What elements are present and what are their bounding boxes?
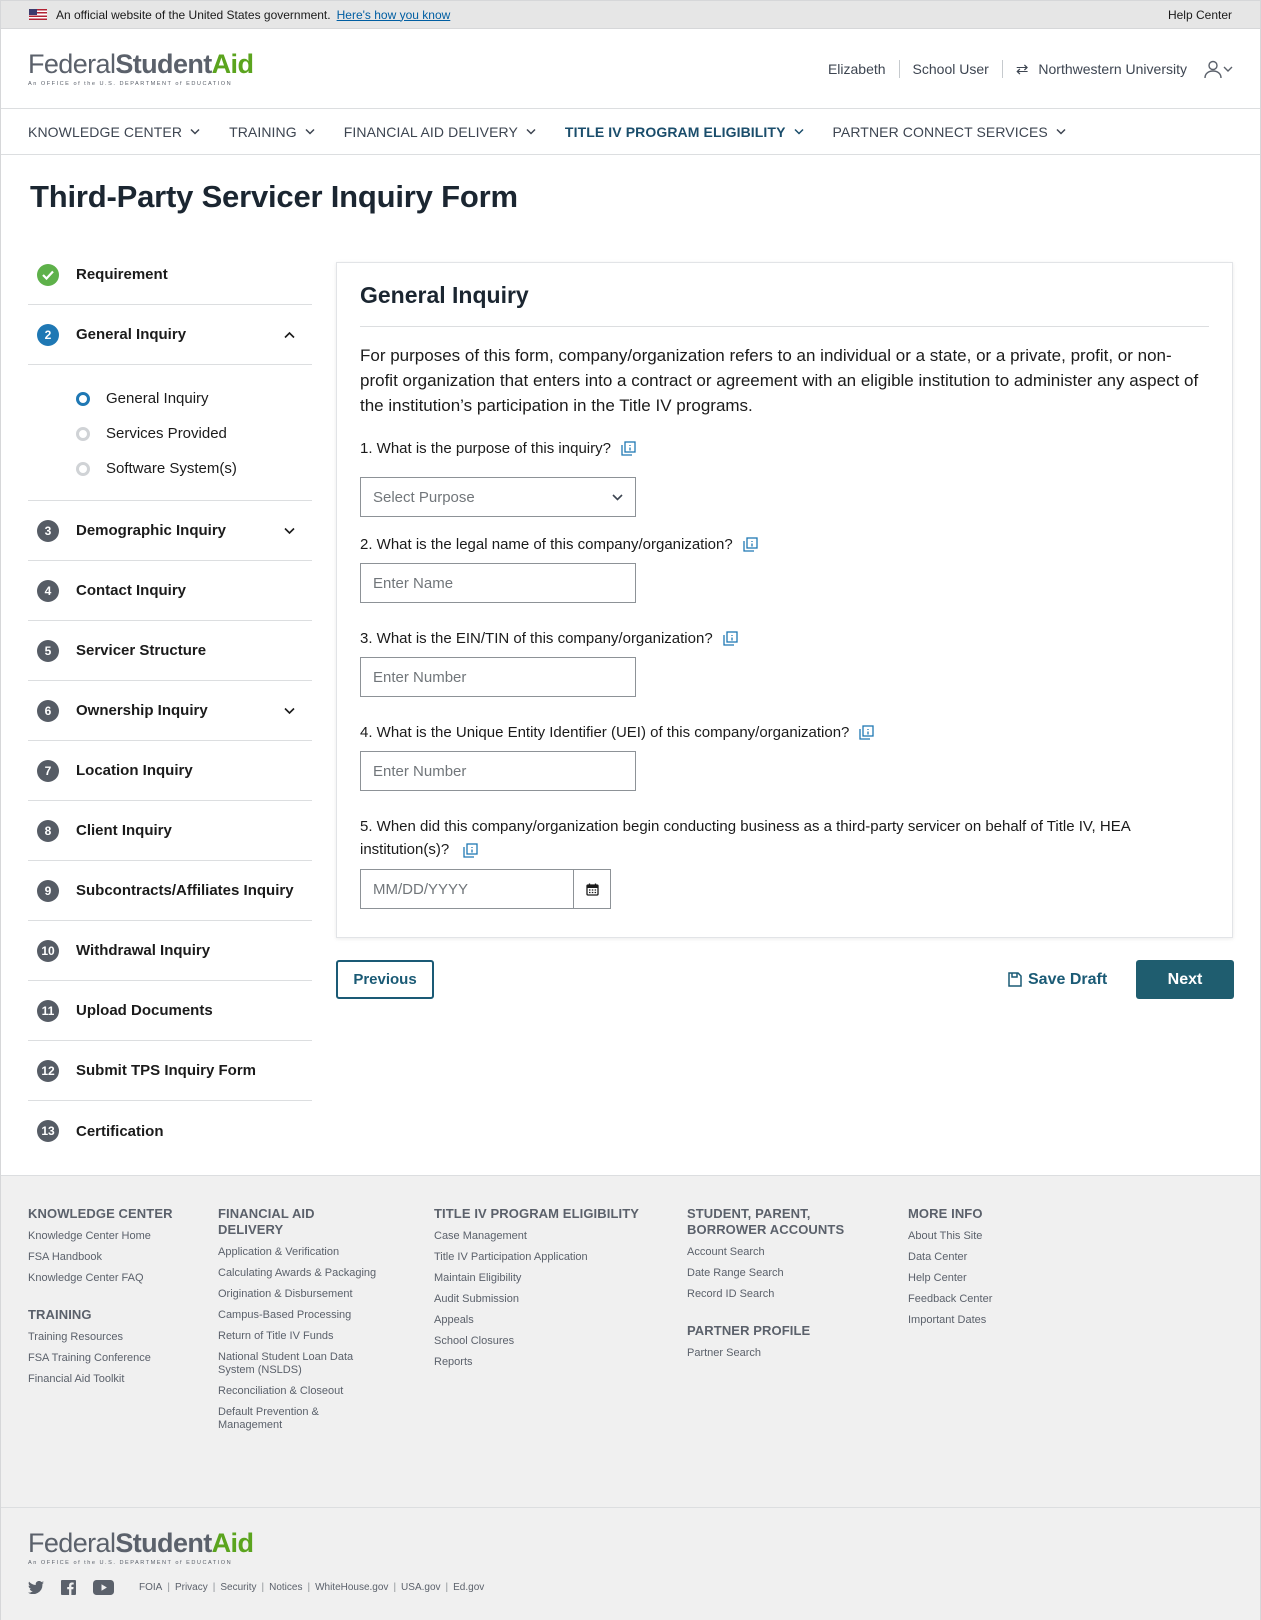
footer-heading: PARTNER PROFILE	[687, 1323, 811, 1338]
footer-bottom	[1, 1507, 1260, 1620]
general-inquiry-card	[336, 262, 1233, 938]
logo-tagline: An OFFICE of the U.S. DEPARTMENT of EDUCATION	[28, 80, 233, 87]
logo-federal: Federal	[28, 48, 116, 79]
step-navigation	[28, 245, 312, 1161]
question-4	[360, 721, 1209, 744]
step-submit-tps-inquiry-form[interactable]	[28, 1041, 312, 1101]
substep-label: General Inquiry	[106, 390, 209, 407]
footer-col-knowledge	[28, 1206, 173, 1394]
footer-link[interactable]: Title IV Participation Application	[434, 1251, 588, 1263]
question-text: 3. What is the EIN/TIN of this company/organization?	[360, 630, 713, 647]
gov-banner-text: An official website of the United States government.	[56, 7, 331, 22]
footer-link[interactable]: Account Search	[687, 1246, 765, 1258]
main-nav	[1, 109, 1260, 155]
social-links	[28, 1580, 484, 1595]
chevron-up-icon[interactable]	[284, 331, 295, 338]
chevron-down-icon	[190, 128, 200, 135]
question-5	[360, 815, 1180, 861]
nav-label: KNOWLEDGE CENTER	[28, 123, 183, 140]
footer-link[interactable]: Case Management	[434, 1230, 527, 1242]
twitter-icon[interactable]	[28, 1581, 44, 1594]
radio-current-icon	[76, 392, 90, 406]
save-draft-button[interactable]	[1008, 960, 1107, 999]
heres-how-you-know-link[interactable]: Here's how you know	[336, 7, 451, 22]
question-2	[360, 533, 1209, 556]
step-withdrawal-inquiry[interactable]	[28, 921, 312, 981]
radio-icon	[76, 427, 90, 441]
step-number: 4	[37, 580, 59, 602]
step-number: 7	[37, 760, 59, 782]
whitehouse-link[interactable]: WhiteHouse.gov	[315, 1582, 389, 1593]
step-servicer-structure[interactable]	[28, 621, 312, 681]
calendar-button[interactable]	[573, 869, 611, 909]
chevron-down-icon	[1056, 128, 1066, 135]
institution-name[interactable]: Northwestern University	[1038, 60, 1187, 77]
step-location-inquiry[interactable]	[28, 741, 312, 801]
facebook-icon[interactable]	[61, 1580, 76, 1595]
ed-gov-link[interactable]: Ed.gov	[453, 1582, 485, 1593]
step-number: 6	[37, 700, 59, 722]
chevron-down-icon[interactable]	[284, 707, 295, 714]
footer-link[interactable]: FSA Training Conference	[28, 1352, 151, 1364]
calendar-icon	[586, 883, 599, 896]
step-label: Requirement	[76, 266, 168, 283]
logo-federal: Federal	[28, 1528, 116, 1558]
logo-aid: Aid	[211, 48, 254, 79]
next-button[interactable]: Next	[1136, 960, 1234, 999]
chevron-down-icon	[794, 128, 804, 135]
user-name: Elizabeth	[827, 60, 886, 77]
info-icon[interactable]	[621, 441, 636, 456]
ein-tin-input[interactable]	[360, 657, 636, 697]
footer-link[interactable]: Knowledge Center Home	[28, 1230, 151, 1242]
logo-aid: Aid	[211, 1528, 254, 1558]
page-title: Third-Party Servicer Inquiry Form	[30, 179, 518, 214]
step-demographic-inquiry[interactable]	[28, 501, 312, 561]
substep-label: Services Provided	[106, 425, 227, 442]
privacy-link[interactable]: Privacy	[174, 1582, 208, 1593]
nav-label: FINANCIAL AID DELIVERY	[343, 123, 518, 140]
step-label: Servicer Structure	[76, 642, 207, 659]
notices-link[interactable]: Notices	[269, 1582, 303, 1593]
foia-link[interactable]: FOIA	[139, 1582, 163, 1593]
footer-link[interactable]: Record ID Search	[687, 1288, 775, 1300]
help-center-link[interactable]: Help Center	[1167, 7, 1232, 22]
question-3	[360, 627, 1209, 650]
input-placeholder: Enter Number	[373, 668, 467, 686]
step-label: Contact Inquiry	[76, 582, 187, 599]
footer-col-title-iv	[434, 1206, 639, 1377]
step-label: Demographic Inquiry	[76, 522, 227, 539]
divider	[899, 60, 900, 78]
step-upload-documents[interactable]	[28, 981, 312, 1041]
footer-col-accounts	[687, 1206, 867, 1368]
step-label: Subcontracts/Affiliates Inquiry	[76, 882, 294, 899]
footer-link[interactable]: Important Dates	[908, 1314, 987, 1326]
step-number: 12	[37, 1060, 59, 1082]
logo-student: Student	[115, 1528, 212, 1558]
previous-button[interactable]: Previous	[336, 960, 434, 999]
radio-icon	[76, 462, 90, 476]
substep-software-systems[interactable]	[76, 451, 312, 486]
step-label: Ownership Inquiry	[76, 702, 208, 719]
input-placeholder: Enter Name	[373, 574, 454, 592]
uei-input[interactable]	[360, 751, 636, 791]
save-draft-label: Save Draft	[1028, 970, 1108, 988]
footer-link[interactable]: Application & Verification	[218, 1246, 340, 1258]
card-heading: General Inquiry	[360, 282, 1209, 327]
footer-link[interactable]: Help Center	[908, 1272, 967, 1284]
substep-label: Software System(s)	[106, 460, 237, 477]
step-number: 8	[37, 820, 59, 842]
step-general-inquiry[interactable]	[28, 305, 312, 365]
input-placeholder: MM/DD/YYYY	[373, 880, 469, 898]
intro-text: For purposes of this form, company/organization refers to an individual or a state, or a private, profit, or non-profit organization that enters into a contract or agreement with an eligible institution to administer any aspect of the institution’s participation in the Title IV programs.	[360, 346, 1199, 415]
usa-gov-link[interactable]: USA.gov	[401, 1582, 441, 1593]
step-label: Withdrawal Inquiry	[76, 942, 211, 959]
footer-heading: MORE INFO	[908, 1206, 983, 1221]
step-number: 10	[37, 940, 59, 962]
info-icon[interactable]	[463, 843, 478, 858]
chevron-down-icon	[305, 128, 315, 135]
us-flag-icon	[29, 9, 47, 20]
question-1	[360, 437, 1209, 460]
footer-col-more-info	[908, 1206, 992, 1335]
footer-link[interactable]: About This Site	[908, 1230, 983, 1242]
footer-col-fad	[218, 1206, 378, 1440]
step-label: Client Inquiry	[76, 822, 172, 839]
step-number: 5	[37, 640, 59, 662]
info-icon[interactable]	[723, 631, 738, 646]
chevron-down-icon	[1223, 65, 1233, 73]
footer-link[interactable]: Origination & Disbursement	[218, 1288, 353, 1300]
nav-title-iv-program-eligibility[interactable]	[565, 124, 804, 140]
save-icon	[1008, 972, 1022, 987]
footer-link[interactable]: Appeals	[434, 1314, 474, 1326]
footer-link[interactable]: Reports	[434, 1356, 473, 1368]
footer-link[interactable]: Training Resources	[28, 1331, 123, 1343]
step-label: Upload Documents	[76, 1002, 213, 1019]
nav-training[interactable]	[229, 124, 315, 140]
footer-link[interactable]: School Closures	[434, 1335, 515, 1347]
user-role: School User	[912, 60, 989, 77]
start-date-picker	[360, 869, 1209, 909]
nav-financial-aid-delivery[interactable]	[344, 124, 536, 140]
footer-link[interactable]: Financial Aid Toolkit	[28, 1373, 125, 1385]
select-value: Select Purpose	[373, 488, 475, 506]
footer-link[interactable]: Audit Submission	[434, 1293, 519, 1305]
step-number: 3	[37, 520, 59, 542]
footer-heading: FINANCIAL AID DELIVERY	[218, 1206, 315, 1237]
substep-services-provided[interactable]	[76, 416, 312, 451]
footer-link[interactable]: Calculating Awards & Packaging	[218, 1267, 377, 1279]
purpose-select[interactable]	[360, 477, 636, 517]
question-text: 2. What is the legal name of this company/organization?	[360, 536, 733, 553]
step-label: General Inquiry	[76, 326, 187, 343]
input-placeholder: Enter Number	[373, 762, 467, 780]
site-footer	[1, 1175, 1260, 1507]
legal-links: FOIA | Privacy | Security | Notices | WhiteHouse.gov | USA.gov | Ed.gov	[139, 1582, 485, 1593]
fsa-logo[interactable]	[28, 48, 254, 87]
footer-link[interactable]: Data Center	[908, 1251, 968, 1263]
user-menu-button[interactable]	[1203, 59, 1233, 79]
footer-heading: TRAINING	[28, 1307, 92, 1322]
step-label: Location Inquiry	[76, 762, 193, 779]
nav-label: TITLE IV PROGRAM ELIGIBILITY	[564, 123, 786, 140]
divider	[1002, 60, 1003, 78]
footer-link[interactable]: Campus-Based Processing	[218, 1309, 352, 1321]
start-date-input[interactable]	[360, 869, 573, 909]
footer-link[interactable]: Maintain Eligibility	[434, 1272, 522, 1284]
step-certification[interactable]	[28, 1101, 312, 1161]
step-label: Submit TPS Inquiry Form	[76, 1062, 257, 1079]
legal-name-input[interactable]	[360, 563, 636, 603]
gov-banner	[1, 1, 1260, 29]
footer-link[interactable]: Reconciliation & Closeout	[218, 1385, 344, 1397]
switch-institution-icon[interactable]: ⇄	[1015, 60, 1029, 78]
footer-link[interactable]: Knowledge Center FAQ	[28, 1272, 144, 1284]
step-client-inquiry[interactable]	[28, 801, 312, 861]
footer-link[interactable]: Date Range Search	[687, 1267, 784, 1279]
step-subcontracts-affiliates-inquiry[interactable]	[28, 861, 312, 921]
site-header	[1, 29, 1260, 109]
substep-list	[28, 365, 312, 501]
step-number: 9	[37, 880, 59, 902]
step-label: Certification	[76, 1122, 164, 1140]
fsa-footer-logo[interactable]	[28, 1530, 253, 1566]
footer-link[interactable]: Default Prevention & Management	[218, 1406, 319, 1431]
step-requirement[interactable]	[28, 245, 312, 305]
footer-heading: TITLE IV PROGRAM ELIGIBILITY	[434, 1206, 640, 1221]
nav-knowledge-center[interactable]	[28, 124, 200, 140]
logo-student: Student	[115, 48, 212, 79]
step-contact-inquiry[interactable]	[28, 561, 312, 621]
logo-tagline: An OFFICE of the U.S. DEPARTMENT of EDUCATION	[28, 1560, 233, 1566]
step-number: 13	[37, 1120, 59, 1142]
footer-link[interactable]: Partner Search	[687, 1347, 761, 1359]
nav-label: PARTNER CONNECT SERVICES	[832, 123, 1048, 140]
step-number: 11	[37, 1000, 59, 1022]
footer-link[interactable]: FSA Handbook	[28, 1251, 102, 1263]
footer-heading: STUDENT, PARENT, BORROWER ACCOUNTS	[687, 1206, 845, 1237]
chevron-down-icon	[526, 128, 536, 135]
security-link[interactable]: Security	[220, 1582, 257, 1593]
info-icon[interactable]	[859, 725, 874, 740]
step-ownership-inquiry[interactable]	[28, 681, 312, 741]
check-circle-icon	[37, 264, 59, 286]
chevron-down-icon[interactable]	[284, 527, 295, 534]
footer-link[interactable]: National Student Loan Data System (NSLDS)	[218, 1351, 354, 1376]
question-text: 4. What is the Unique Entity Identifier (UEI) of this company/organization?	[360, 724, 850, 741]
footer-heading: KNOWLEDGE CENTER	[28, 1206, 173, 1221]
footer-link[interactable]: Return of Title IV Funds	[218, 1330, 334, 1342]
question-text: 5. When did this company/organization begin conducting business as a third-party servicer on behalf of Title IV, HEA institution(s)?	[360, 818, 1130, 858]
nav-label: TRAINING	[229, 123, 297, 140]
info-icon[interactable]	[743, 537, 758, 552]
step-number: 2	[37, 324, 59, 346]
substep-general-inquiry[interactable]	[76, 381, 312, 416]
nav-partner-connect-services[interactable]	[833, 124, 1066, 140]
user-icon	[1203, 59, 1223, 79]
youtube-icon[interactable]	[93, 1580, 114, 1595]
question-text: 1. What is the purpose of this inquiry?	[360, 440, 611, 457]
chevron-down-icon	[612, 494, 623, 501]
footer-link[interactable]: Feedback Center	[908, 1293, 993, 1305]
